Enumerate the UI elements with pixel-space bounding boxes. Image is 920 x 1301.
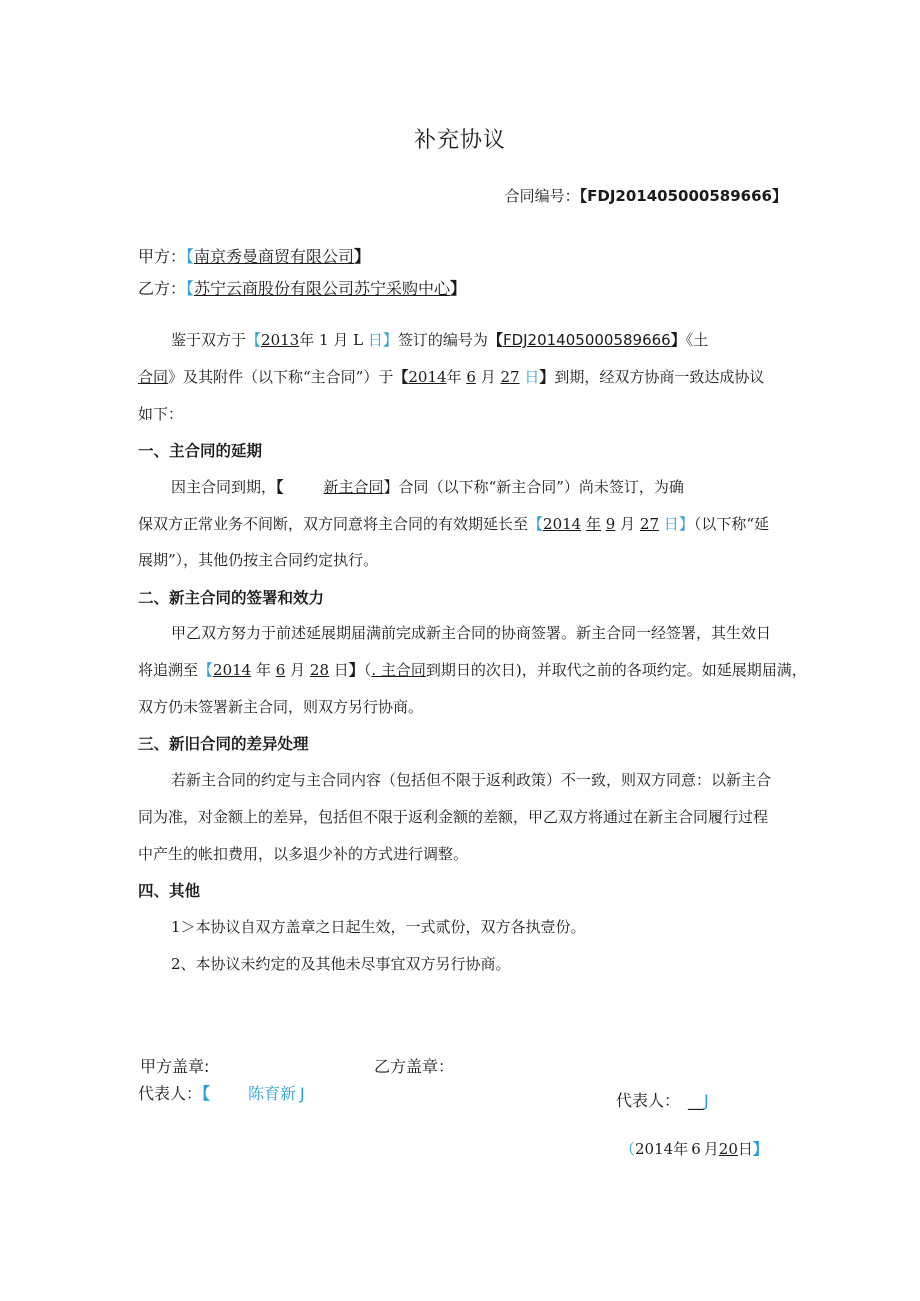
rep-label: 代表人： <box>616 1091 681 1110</box>
bracket-close: 】 <box>670 331 686 349</box>
text: 日 <box>663 515 679 533</box>
bracket-open: （ <box>620 1140 636 1158</box>
text: 月 <box>333 331 349 349</box>
date-day: L <box>353 331 364 349</box>
bracket-open: 【 <box>487 331 503 349</box>
section-2-heading: 二、新主合同的签署和效力 <box>138 589 325 607</box>
bracket-open: 【 <box>276 478 284 496</box>
date-day: 20 <box>718 1140 738 1158</box>
intro-line-1 <box>171 329 708 350</box>
date-month: 1 <box>319 331 329 349</box>
party-b-seal-label: 乙方盖章： <box>374 1057 455 1076</box>
s3-line-3: 中产生的帐扣费用，以多退少补的方式进行调整。 <box>138 845 469 863</box>
rep-name: 陈育新 <box>248 1084 297 1103</box>
intro-line-3: 如下： <box>138 405 184 423</box>
party-a <box>138 244 370 267</box>
s3-line-1: 若新主合同的约定与主合同内容（包括但不限于返利政策）不一致，则双方同意：以新主合 <box>171 771 772 789</box>
date-month: 6 <box>691 1140 701 1158</box>
bracket-close: 】 <box>539 368 555 386</box>
bracket-close: 】 <box>771 187 787 205</box>
party-b-representative <box>616 1088 709 1111</box>
section-1-heading: 一、主合同的延期 <box>138 442 263 460</box>
s1-line-3: 展期”），其他仍按主合同约定执行。 <box>138 551 379 569</box>
sign-date <box>620 1138 768 1159</box>
text: 到期日的次日)，并取代之前的各项约定。如延展期届满， <box>425 661 807 679</box>
bracket-open: 【 <box>393 368 409 386</box>
bracket-open: 【 <box>186 247 195 266</box>
date-year: 2014 <box>408 368 447 386</box>
contract-ref-number: FDJ201405000589666 <box>502 331 671 349</box>
s3-line-2: 同为准，对金额上的差异，包括但不限于返利金额的差额，甲乙双方将通过在新主合同履行过程 <box>138 808 769 826</box>
party-a-value: 南京秀曼商贸有限公司 <box>194 247 355 266</box>
s4-line-1: 1＞本协议自双方盖章之日起生效，一式贰份，双方各执壹份。 <box>171 918 586 936</box>
text: （以下称“新主合同”）尚未签订，为确 <box>428 478 684 496</box>
date-year: 2014 <box>635 1140 674 1158</box>
party-b <box>138 276 466 299</box>
text: 】合同 <box>383 478 429 496</box>
bracket-close: 】 <box>450 279 467 298</box>
bracket-close: 】 <box>752 1140 768 1158</box>
text: 保双方正常业务不间断，双方同意将主合同的有效期延长至 <box>138 515 529 533</box>
bracket-close: 】 <box>354 247 371 266</box>
date-day: 27 <box>500 368 520 386</box>
bracket-close: 】 <box>348 661 364 679</box>
document-title: 补充协议 <box>413 128 506 153</box>
rep-label: 代表人： <box>138 1084 203 1103</box>
text: 月 <box>290 661 306 679</box>
text: 合同 <box>138 368 169 386</box>
section-3-heading: 三、新旧合同的差异处理 <box>138 735 309 753</box>
rep-blank: __ <box>688 1091 705 1110</box>
text: 因主合同到期， <box>171 478 277 496</box>
text: 签订的编号为 <box>397 331 488 349</box>
date-year: 2014 <box>213 661 252 679</box>
bracket-close: J <box>300 1084 305 1103</box>
date-day: 27 <box>639 515 660 533</box>
text: （ <box>363 661 372 679</box>
bracket-close: 】 <box>678 515 694 533</box>
date-month: 6 <box>275 661 286 679</box>
s4-line-2: 2、本协议未约定的及其他未尽事宜双方另行协商。 <box>171 955 511 973</box>
party-b-label: 乙方： <box>138 279 187 298</box>
bracket-open: 【 <box>198 661 214 679</box>
date-day: 28 <box>309 661 330 679</box>
contract-number-value: FDJ201405000589666 <box>587 187 772 205</box>
date-year: 2013 <box>261 331 300 349</box>
text: 》及其附件（以下称“主合同”）于 <box>168 368 394 386</box>
text: 日 <box>737 1140 753 1158</box>
party-a-representative <box>138 1081 305 1104</box>
text: 年 <box>256 661 272 679</box>
text: 年 <box>446 368 462 386</box>
text: 月 <box>480 368 496 386</box>
party-a-seal-label: 甲方盖章: <box>140 1057 210 1076</box>
date-month: 9 <box>605 515 616 533</box>
s2-line-1: 甲乙双方努力于前述延展期届满前完成新主合同的协商签署。新主合同一经签署，其生效日 <box>171 624 772 642</box>
date-month: 6 <box>466 368 476 386</box>
text: 日 <box>524 368 540 386</box>
text: 鉴于双方于 <box>171 331 247 349</box>
s1-line-1 <box>171 476 684 497</box>
text: 将追溯至 <box>138 661 199 679</box>
new-contract-name: 新主合同 <box>323 478 384 496</box>
intro-line-2 <box>138 366 764 387</box>
bracket-open: 【 <box>528 515 544 533</box>
text: 日 <box>367 331 383 349</box>
bracket-open: 【 <box>246 331 262 349</box>
text: 月 <box>703 1140 719 1158</box>
bracket-close: 】 <box>382 331 398 349</box>
s1-line-2 <box>138 513 769 534</box>
text: 年 <box>299 331 315 349</box>
bracket-open: 【 <box>202 1084 211 1103</box>
text: 年 <box>673 1140 689 1158</box>
text: （以下称“延 <box>693 515 769 533</box>
party-b-value: 苏宁云商股份有限公司苏宁采购中心 <box>194 279 451 298</box>
section-4-heading: 四、其他 <box>138 882 201 900</box>
text: 年 <box>586 515 602 533</box>
s2-line-2 <box>138 659 807 680</box>
date-year: 2014 <box>543 515 582 533</box>
text: 日 <box>333 661 349 679</box>
text: 到期，经双方协商一致达成协议 <box>554 368 765 386</box>
text: 《土 <box>685 331 709 349</box>
s2-line-3: 双方仍未签署新主合同，则双方另行协商。 <box>138 698 424 716</box>
text: 月 <box>620 515 636 533</box>
party-a-label: 甲方： <box>138 247 187 266</box>
bracket-close: J <box>704 1091 709 1110</box>
text: . 主合同 <box>371 661 426 679</box>
bracket-open: 【 <box>579 187 588 205</box>
contract-number-label: 合同编号： <box>504 187 580 205</box>
contract-number <box>505 185 787 206</box>
bracket-open: 【 <box>186 279 195 298</box>
